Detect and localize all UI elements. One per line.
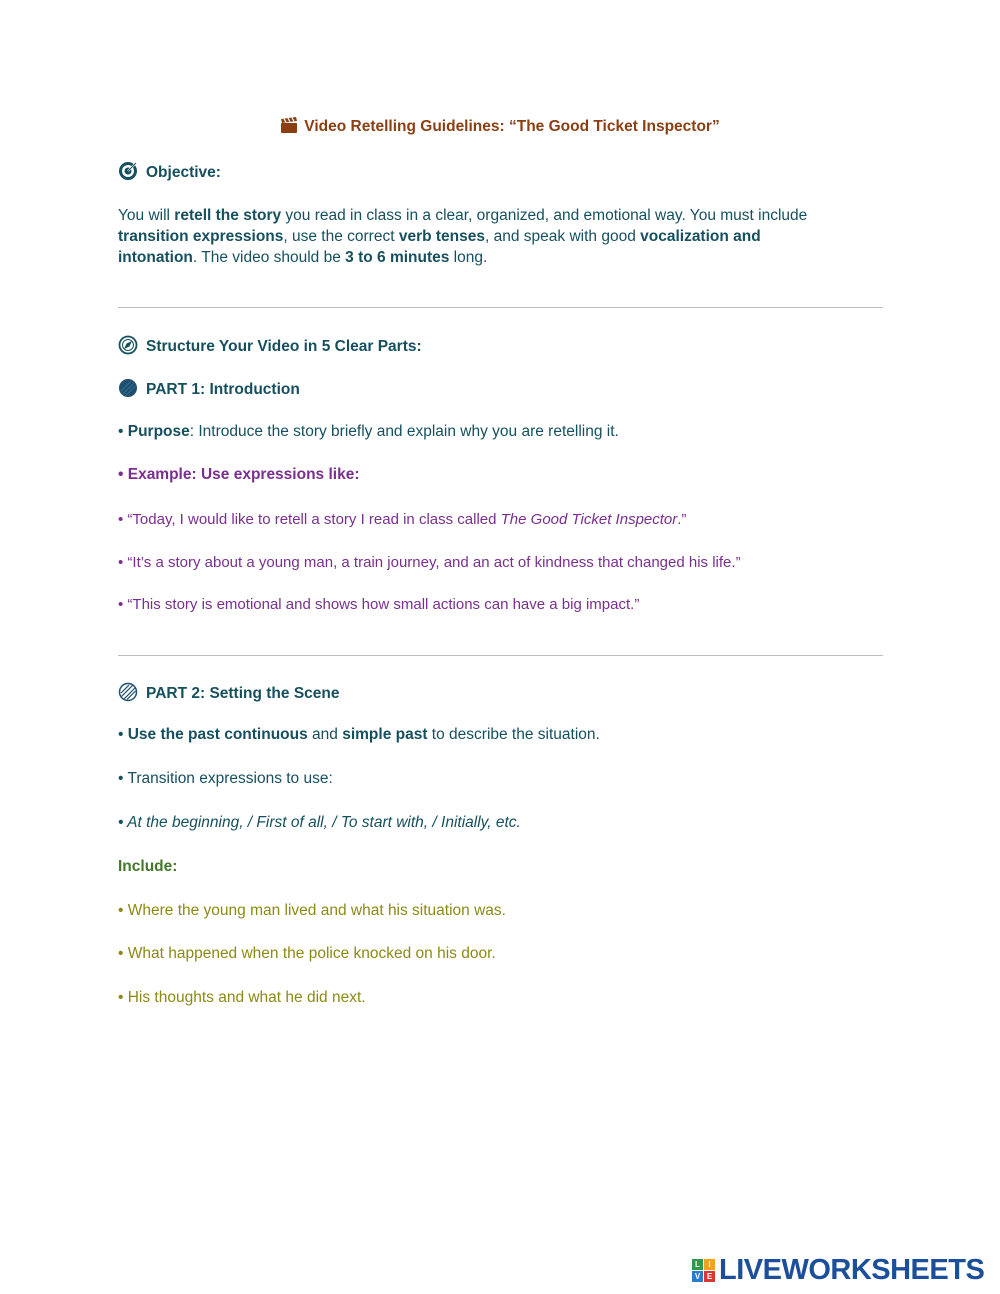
objective-paragraph: You will retell the story you read in class in a clear, organized, and emotional way. You must include transition expressions, use the correct verb tenses, and speak with good vocalization and intonation. The video should be 3 to 6 minutes long. — [118, 207, 808, 266]
striped-circle-icon — [118, 682, 138, 707]
part1-example-1: • “Today, I would like to retell a story I read in class called The Good Ticket Inspector.” — [118, 511, 687, 528]
part2-heading: PART 2: Setting the Scene — [118, 682, 340, 707]
page-title — [0, 117, 1000, 139]
structure-heading: Structure Your Video in 5 Clear Parts: — [118, 335, 422, 360]
clapperboard-icon — [280, 117, 298, 139]
objective-heading: Objective: — [118, 161, 221, 186]
list-item: • His thoughts and what he did next. — [118, 989, 366, 1006]
target-icon — [118, 161, 138, 186]
list-item: • Where the young man lived and what his situation was. — [118, 902, 506, 919]
divider — [118, 307, 883, 308]
part2-tense-line: • Use the past continuous and simple past to describe the situation. — [118, 726, 600, 743]
logo-text: LIVEWORKSHEETS — [719, 1253, 985, 1286]
part1-example-3: • “This story is emotional and shows how small actions can have a big impact.” — [118, 596, 640, 613]
list-item: • What happened when the police knocked on his door. — [118, 945, 496, 962]
liveworksheets-logo — [692, 1253, 984, 1287]
part1-example-2: • “It’s a story about a young man, a train journey, and an act of kindness that changed his life.” — [118, 554, 741, 571]
part1-purpose: • Purpose: Introduce the story briefly and explain why you are retelling it. — [118, 423, 619, 440]
logo-grid-icon: L I V E — [692, 1259, 715, 1282]
divider — [118, 655, 883, 656]
compass-icon — [118, 335, 138, 360]
blue-circle-icon — [118, 378, 138, 403]
part1-example-label: • Example: Use expressions like: — [118, 466, 360, 483]
part1-heading: PART 1: Introduction — [118, 378, 300, 403]
part2-transition-label: • Transition expressions to use: — [118, 770, 333, 787]
part2-transitions: • At the beginning, / First of all, / To start with, / Initially, etc. — [118, 814, 521, 831]
title-text: Video Retelling Guidelines: “The Good Ticket Inspector” — [304, 118, 720, 135]
part2-include-label: Include: — [118, 858, 178, 875]
